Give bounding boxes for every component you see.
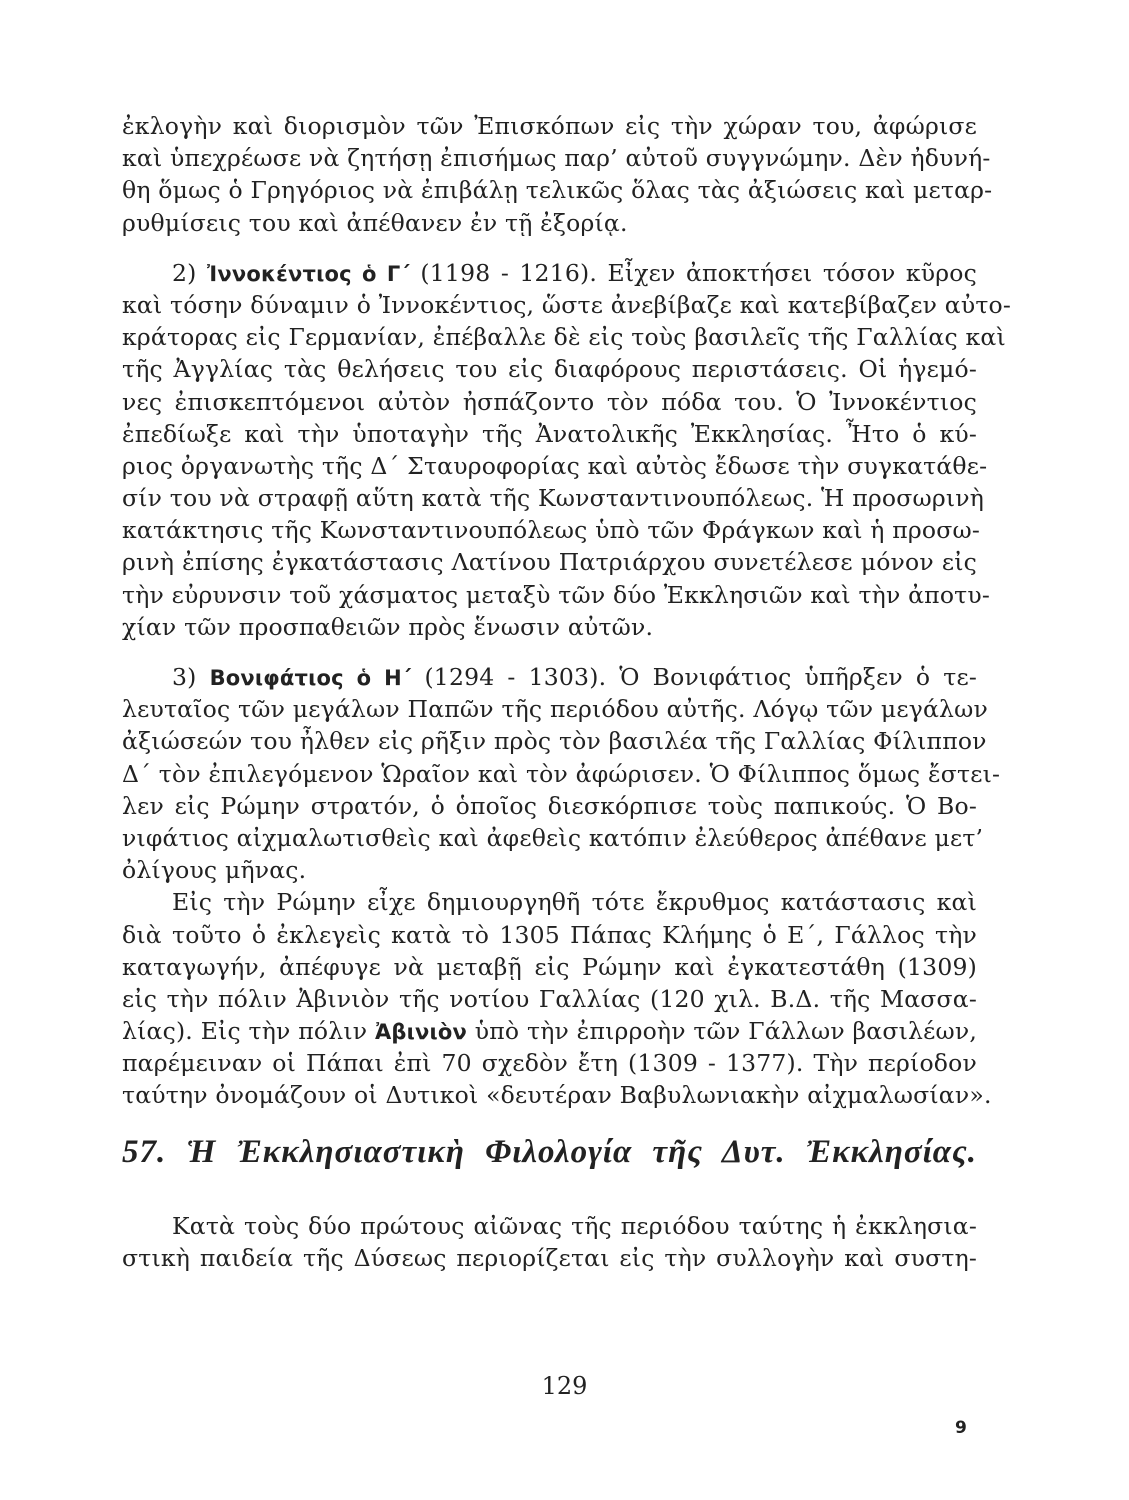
section-heading: 57. Ἡ Ἐκκλησιαστικὴ Φιλολογία τῆς Δυτ. Ἐκκλησίας. [122, 1133, 977, 1170]
text-line: λεν εἰς Ρώμην στρατόν, ὁ ὁποῖος διεσκόρπισε τοὺς παπικούς. Ὁ Βο- [122, 791, 977, 820]
text-line: ὀλίγους μῆνας. [122, 856, 307, 885]
text-line: νιφάτιος αἰχμαλωτισθεὶς καὶ ἀφεθεὶς κατόπιν ἐλεύθερος ἀπέθανε μετ’ [122, 823, 984, 852]
page-number: 129 [541, 1372, 588, 1400]
text-line: τὴν εὐρυνσιν τοῦ χάσματος μεταξὺ τῶν δύο Ἐκκλησιῶν καὶ τὴν ἀποτυ- [122, 580, 990, 609]
text-line: ἀξιώσεών του ἦλθεν εἰς ρῆξιν πρὸς τὸν βασιλέα τῆς Γαλλίας Φίλιππον [122, 727, 987, 756]
city-name: Ἀβινιὸν [374, 1020, 468, 1045]
paragraph-gap [122, 239, 977, 257]
text-line: παρέμειναν οἱ Πάπαι ἐπὶ 70 σχεδὸν ἔτη (1309 - 1377). Τὴν περίοδον [122, 1049, 977, 1078]
text-line: καὶ τόσην δύναμιν ὁ Ἰννοκέντιος, ὥστε ἀνεβίβαζε καὶ κατεβίβαζεν αὐτο- [122, 290, 1012, 319]
text-line: ἐκλογὴν καὶ διορισμὸν τῶν Ἐπισκόπων εἰς τὴν χώραν του, ἀφώρισε [122, 112, 977, 140]
item-number: 2) [172, 258, 197, 287]
text-line-first: Εἰς τὴν Ρώμην εἶχε δημιουργηθῆ τότε ἔκρυθμος κατάστασις καὶ [172, 888, 977, 917]
text-line: σίν του νὰ στραφῇ αὕτη κατὰ τῆς Κωνσταντινουπόλεως. Ἡ προσωρινὴ [122, 484, 985, 513]
text-line: καὶ ὑπεχρέωσε νὰ ζητήσῃ ἐπισήμως παρ’ αὐτοῦ συγγνώμην. Δὲν ἠδυνή- [122, 144, 991, 173]
text-fragment: (1294 - 1303). Ὁ Βονιφάτιος ὑπῆρξεν ὁ τε- [424, 663, 978, 691]
text-line: χίαν τῶν προσπαθειῶν πρὸς ἕνωσιν αὐτῶν. [122, 612, 654, 641]
item-number: 3) [172, 663, 197, 691]
text-line: λευταῖος τῶν μεγάλων Παπῶν τῆς περιόδου αὐτῆς. Λόγῳ τῶν μεγάλων [122, 695, 988, 724]
text-line-first [122, 257, 977, 289]
text-line [122, 1015, 977, 1047]
paragraph-3 [122, 661, 1001, 886]
text-fragment: ὑπὸ τὴν ἐπιρροὴν τῶν Γάλλων βασιλέων, [474, 1017, 978, 1046]
text-line: ταύτην ὀνομάζουν οἱ Δυτικοὶ «δευτέραν Βαβυλωνιακὴν αἰχμαλωσίαν». [122, 1081, 992, 1110]
text-line: ριος ὀργανωτὴς τῆς Δ΄ Σταυροφορίας καὶ αὐτὸς ἔδωσε τὴν συγκατάθε- [122, 451, 988, 480]
paragraph-2 [122, 257, 1012, 643]
paragraph-1 [122, 110, 993, 239]
paragraph-4 [122, 886, 992, 1111]
text-line: εἰς τὴν πόλιν Ἀβινιὸν τῆς νοτίου Γαλλίας (120 χιλ. Β.Δ. τῆς Μασσα- [122, 984, 977, 1013]
text-line: κράτορας εἰς Γερμανίαν, ἐπέβαλλε δὲ εἰς τοὺς βασιλεῖς τῆς Γαλλίας καὶ [122, 323, 1006, 352]
signature-mark: 9 [955, 1418, 967, 1438]
paragraph-gap [122, 643, 977, 661]
text-line: θη ὅμως ὁ Γρηγόριος νὰ ἐπιβάλῃ τελικῶς ὅλας τὰς ἀξιώσεις καὶ μεταρ- [122, 176, 993, 205]
text-line: ἐπεδίωξε καὶ τὴν ὑποταγὴν τῆς Ἀνατολικῆς Ἐκκλησίας. Ἦτο ὁ κύ- [122, 419, 977, 448]
text-line: Δ΄ τὸν ἐπιλεγόμενον Ὡραῖον καὶ τὸν ἀφώρισεν. Ὁ Φίλιππος ὅμως ἔστει- [122, 759, 1001, 788]
paragraph-5 [122, 1210, 977, 1274]
text-line: τῆς Ἀγγλίας τὰς θελήσεις του εἰς διαφόρους περιστάσεις. Οἱ ἡγεμό- [122, 355, 977, 384]
page-body [122, 110, 1012, 1274]
text-line: διὰ τοῦτο ὁ ἐκλεγεὶς κατὰ τὸ 1305 Πάπας Κλήμης ὁ Ε΄, Γάλλος τὴν [122, 920, 977, 949]
text-line-first: Κατὰ τοὺς δύο πρώτους αἰῶνας τῆς περιόδου ταύτης ἡ ἐκκλησια- [172, 1211, 977, 1240]
pope-name: Ἰννοκέντιος ὁ Γ΄ [206, 261, 410, 286]
text-line: νες ἐπισκεπτόμενοι αὐτὸν ἠσπάζοντο τὸν πόδα του. Ὁ Ἰννοκέντιος [122, 387, 977, 416]
text-fragment: (1198 - 1216). Εἶχεν ἀποκτήσει τόσον κῦρος [420, 258, 978, 287]
text-line: κατάκτησις τῆς Κωνσταντινουπόλεως ὑπὸ τῶν Φράγκων καὶ ἡ προσω- [122, 516, 980, 545]
text-line-first [122, 661, 977, 693]
text-line: καταγωγήν, ἀπέφυγε νὰ μεταβῇ εἰς Ρώμην καὶ ἐγκατεστάθη (1309) [122, 952, 977, 981]
text-line: ρινὴ ἐπίσης ἐγκατάστασις Λατίνου Πατριάρχου συνετέλεσε μόνον εἰς [122, 548, 977, 577]
pope-name: Βονιφάτιος ὁ Η΄ [209, 666, 412, 690]
text-fragment: λίας). Εἰς τὴν πόλιν [122, 1017, 368, 1046]
text-line: στικὴ παιδεία τῆς Δύσεως περιορίζεται εἰς τὴν συλλογὴν καὶ συστη- [122, 1243, 977, 1272]
text-line: ρυθμίσεις του καὶ ἀπέθανεν ἐν τῇ ἐξορίᾳ. [122, 208, 628, 237]
